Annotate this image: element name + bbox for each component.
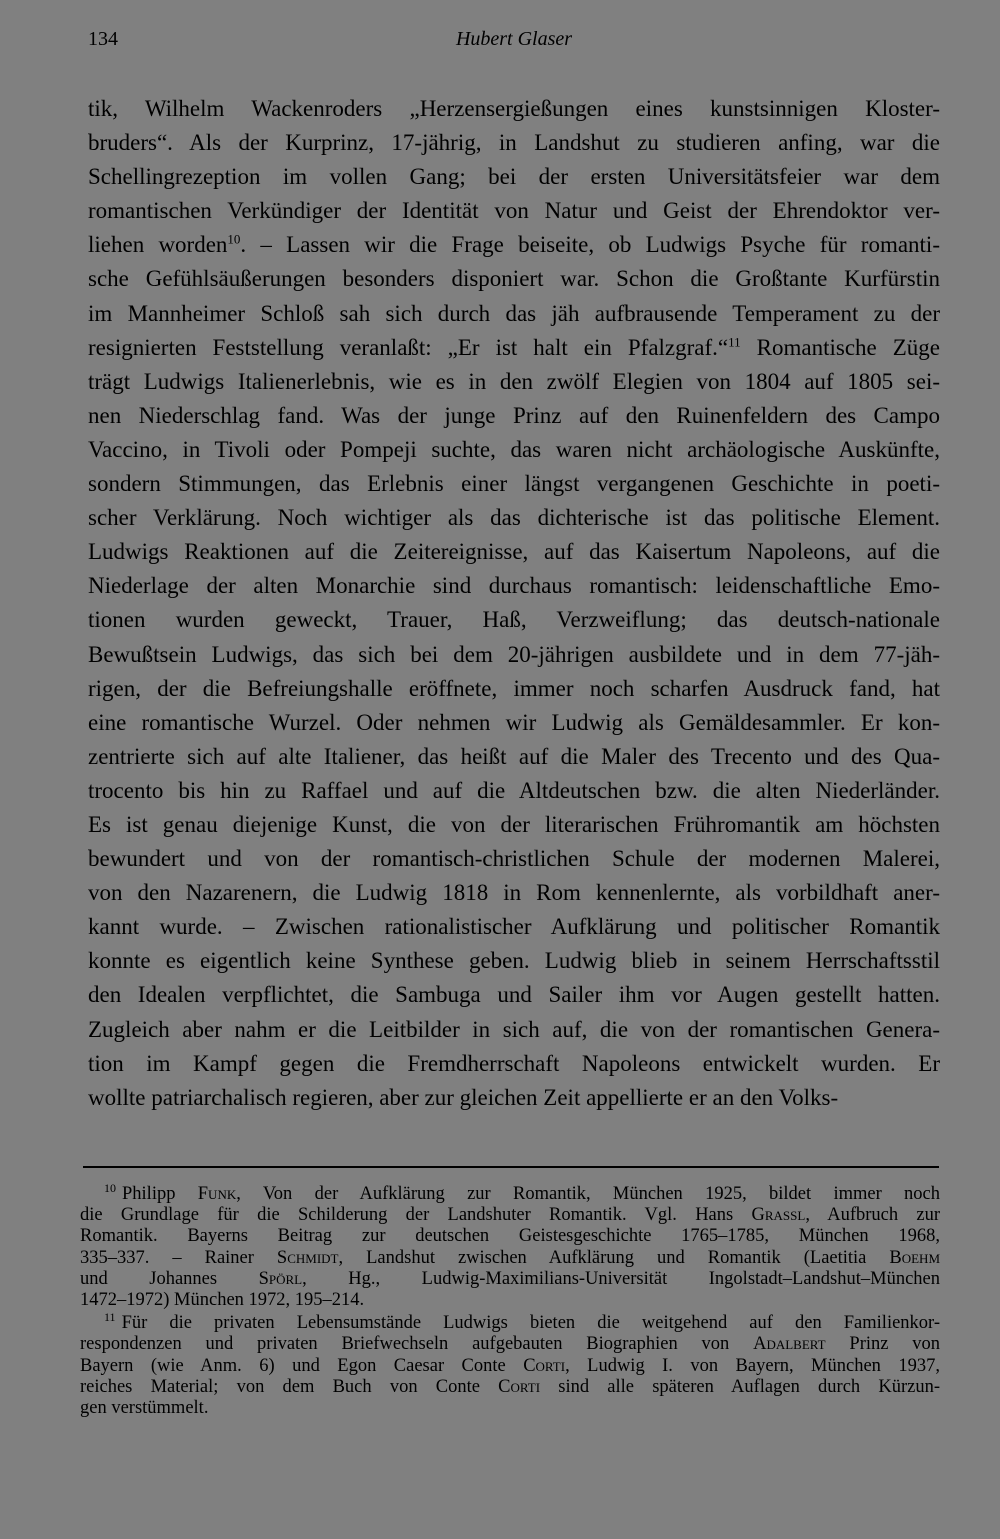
text-line: rigen, der die Befreiungshalle eröffnete, immer noch scharfen Ausdruck fand, hat <box>88 675 940 701</box>
text-line: Zugleich aber nahm er die Leitbilder in sich auf, die von der romantischen Genera- <box>88 1016 940 1042</box>
text-segment: Prinz von <box>825 1334 940 1355</box>
text-line: konnte es eigentlich keine Synthese geben. Ludwig blieb in seinem Herrschaftsstil <box>88 948 940 974</box>
footnote-line <box>80 1205 940 1226</box>
text-line: Bewußtsein Ludwigs, das sich bei dem 20-jährigen ausbildete und in dem 77-jäh- <box>88 641 940 667</box>
footnote-line: gen verstümmelt. <box>80 1398 209 1419</box>
text-line: Es ist genau diejenige Kunst, die von der literarischen Frühromantik am höchsten <box>88 811 940 837</box>
author-name: Boehm <box>889 1247 941 1268</box>
footnote-marker: 11 <box>104 1310 116 1325</box>
text-segment: , Ludwig I. von Bayern, München 1937, <box>565 1355 940 1376</box>
text-line: sondern Stimmungen, das Erlebnis einer längst vergangenen Geschichte in poeti- <box>88 471 940 497</box>
footnote-divider <box>83 1166 939 1168</box>
text-segment: , Aufbruch zur <box>805 1205 940 1226</box>
text-segment: die Grundlage für die Schilderung der Landshuter Romantik. Vgl. Hans <box>80 1205 752 1226</box>
text-segment: Romantische Züge <box>740 334 940 360</box>
text-line: wollte patriarchalisch regieren, aber zur gleichen Zeit appellierte er an den Volks- <box>88 1084 839 1110</box>
text-line: sche Gefühlsäußerungen besonders disponiert war. Schon die Großtante Kurfürstin <box>88 266 940 292</box>
text-segment: , Von der Aufklärung zur Romantik, München 1925, bildet immer noch <box>236 1184 940 1204</box>
text-segment: , Landshut zwischen Aufklärung und Romantik (Laetitia <box>338 1247 890 1268</box>
author-name: Adalbert <box>753 1334 826 1355</box>
footnotes <box>80 1180 941 1419</box>
text-line <box>88 228 940 262</box>
text-segment: respondenzen und privaten Briefwechseln aufgebauten Biographien von <box>80 1334 754 1355</box>
text-line: den Idealen verpflichtet, die Sambuga und Sailer ihm vor Augen gestellt hatten. <box>88 982 940 1008</box>
text-segment: Philipp <box>122 1184 198 1204</box>
text-segment: und Johannes <box>80 1268 259 1289</box>
text-line: Vaccino, in Tivoli oder Pompeji suchte, das waren nicht archäologische Auskünfte, <box>88 436 940 462</box>
text-line: romantischen Verkündiger der Identität von Natur und Geist der Ehrendoktor ver- <box>88 198 940 224</box>
author-name: Spörl <box>258 1268 303 1289</box>
author-name: Corti <box>498 1376 541 1397</box>
footnote-ref-10[interactable]: 10 <box>227 231 241 247</box>
text-segment: Bayern (wie Anm. 6) und Egon Caesar Conte <box>80 1355 524 1376</box>
text-segment: resignierten Feststellung veranlaßt: „Er ist halt ein Pfalzgraf.“ <box>88 334 729 360</box>
author-name: Schmidt <box>276 1247 339 1268</box>
text-line: Schellingrezeption im vollen Gang; bei der ersten Universitätsfeier war dem <box>88 164 940 190</box>
page-number: 134 <box>88 28 118 50</box>
text-line: Ludwigs Reaktionen auf die Zeitereignisse, auf das Kaisertum Napoleons, auf die <box>88 539 940 565</box>
text-line: bewundert und von der romantisch-christlichen Schule der modernen Malerei, <box>88 846 940 872</box>
text-segment: Für die privaten Lebensumstände Ludwigs bieten die weitgehend auf den Familienkor- <box>121 1313 940 1334</box>
text-line <box>88 331 940 365</box>
text-line: von den Nazarenern, die Ludwig 1818 in Rom kennenlernte, als vorbildhaft aner- <box>88 880 940 906</box>
footnote-line <box>80 1377 940 1398</box>
text-line: im Mannheimer Schloß sah sich durch das jäh aufbrausende Temperament zu der <box>88 300 940 326</box>
text-segment: reiches Material; von dem Buch von Conte <box>80 1376 499 1397</box>
author-name: Grassl <box>751 1205 806 1226</box>
footnote-11 <box>80 1310 940 1419</box>
footnote-marker: 10 <box>104 1180 116 1195</box>
text-segment: . – Lassen wir die Frage beiseite, ob Ludwigs Psyche für romanti- <box>240 232 940 258</box>
footnote-line: 1472–1972) München 1972, 195–214. <box>80 1290 365 1311</box>
footnote-ref-11[interactable]: 11 <box>728 334 741 349</box>
footnote-10 <box>80 1180 941 1311</box>
text-line: kannt wurde. – Zwischen rationalistischer Aufklärung und politischer Romantik <box>88 914 940 940</box>
page-header <box>88 28 940 58</box>
footnote-line <box>80 1334 940 1355</box>
footnote-line <box>80 1269 940 1290</box>
text-segment: sind alle späteren Auflagen durch Kürzun- <box>540 1376 940 1397</box>
text-line: eine romantische Wurzel. Oder nehmen wir Ludwig als Gemäldesammler. Er kon- <box>88 709 940 735</box>
text-segment: liehen worden <box>88 232 228 258</box>
text-line: tion im Kampf gegen die Fremdherrschaft Napoleons entwickelt wurden. Er <box>88 1050 940 1076</box>
footnote-line: Romantik. Bayerns Beitrag zur deutschen Geistesgeschichte 1765–1785, München 1968, <box>80 1226 940 1247</box>
author-name: Funk <box>197 1184 237 1204</box>
text-segment: 335–337. – Rainer <box>80 1247 277 1268</box>
text-line: tionen wurden geweckt, Trauer, Haß, Verzweiflung; das deutsch-nationale <box>88 607 940 633</box>
text-line: bruders“. Als der Kurprinz, 17-jährig, in Landshut zu studieren anfing, war die <box>88 130 940 156</box>
text-line: zentrierte sich auf alte Italiener, das heißt auf die Maler des Trecento und des Qua- <box>88 743 940 769</box>
text-line: nen Niederschlag fand. Was der junge Prinz auf den Ruinenfeldern des Campo <box>88 402 940 428</box>
main-text <box>88 92 940 1115</box>
footnote-line <box>80 1180 940 1205</box>
running-head: Hubert Glaser <box>455 28 573 50</box>
text-line: tik, Wilhelm Wackenroders „Herzensergießungen eines kunstsinnigen Kloster- <box>88 96 940 121</box>
text-line: scher Verklärung. Noch wichtiger als das dichterische ist das politische Element. <box>88 505 940 531</box>
text-line: Niederlage der alten Monarchie sind durchaus romantisch: leidenschaftliche Emo- <box>88 573 940 599</box>
footnote-line <box>80 1310 940 1334</box>
text-line: trocento bis hin zu Raffael und auf die Altdeutschen bzw. die alten Niederländer. <box>88 777 940 803</box>
author-name: Corti <box>523 1355 566 1376</box>
footnote-line <box>80 1248 940 1269</box>
footnote-line <box>80 1356 940 1377</box>
text-line: trägt Ludwigs Italienerlebnis, wie es in den zwölf Elegien von 1804 auf 1805 sei- <box>88 368 940 394</box>
text-segment: , Hg., Ludwig-Maximilians-Universität Ingolstadt–Landshut–München <box>302 1268 940 1289</box>
